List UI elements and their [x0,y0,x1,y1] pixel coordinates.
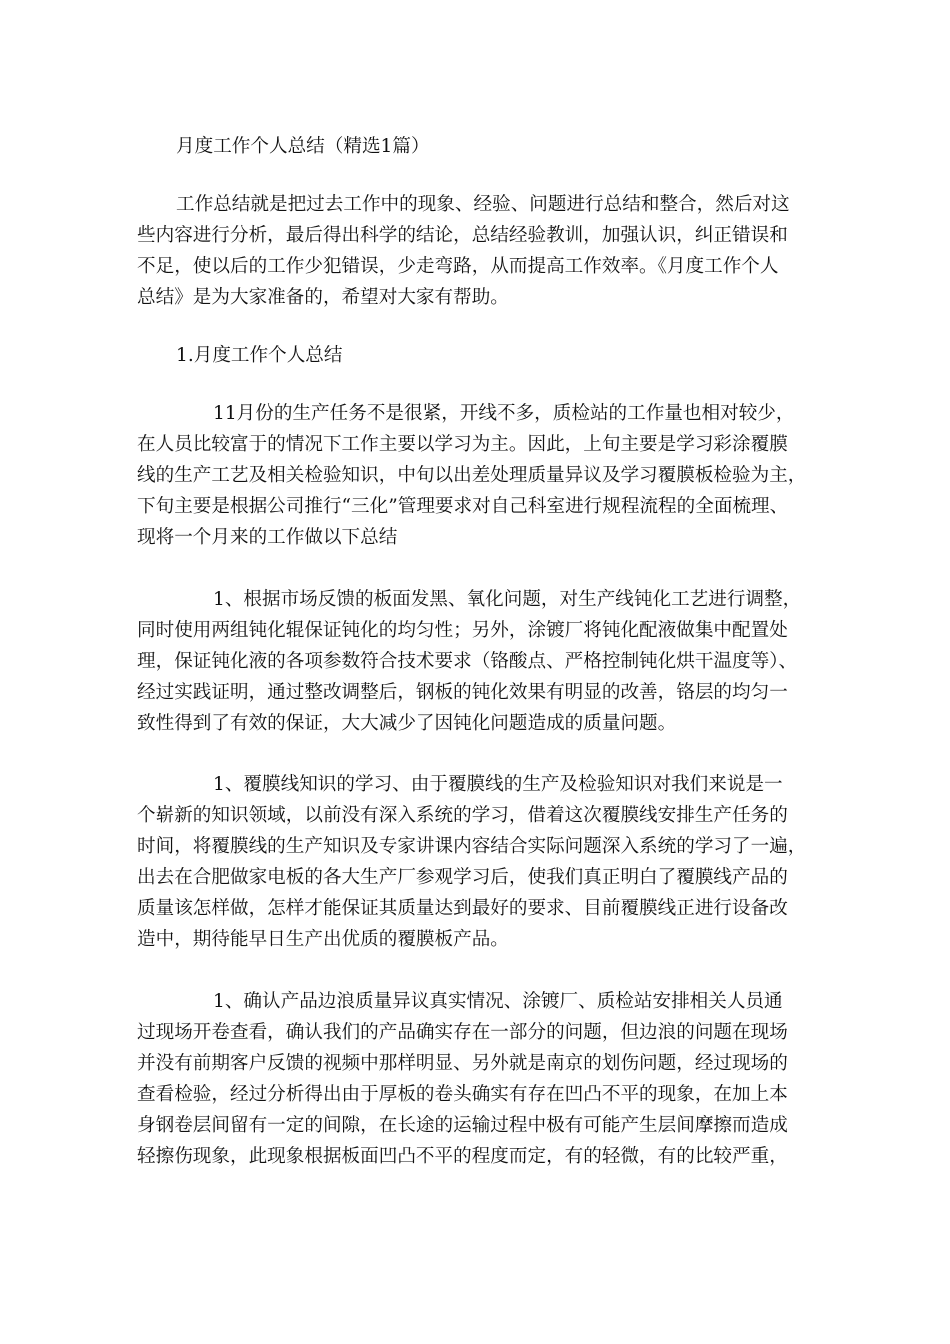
text-line: 并没有前期客户反馈的视频中那样明显、另外就是南京的划伤问题，经过现场的 [137,1053,788,1074]
text-line: 查看检验，经过分析得出由于厚板的卷头确实有存在凹凸不平的现象，在加上本 [137,1084,788,1105]
text-line: 线的生产工艺及相关检验知识，中旬以出差处理质量异议及学习覆膜板检验为主， [137,465,807,486]
text-line: 1、覆膜线知识的学习、由于覆膜线的生产及检验知识对我们来说是一 [213,774,783,795]
document-title: 月度工作个人总结（精选1篇） [176,136,430,157]
section-heading: 1.月度工作个人总结 [176,345,343,366]
text-line: 些内容进行分析，最后得出科学的结论，总结经验教训，加强认识，纠正错误和 [137,225,788,246]
text-line: 现将一个月来的工作做以下总结 [137,527,398,548]
text-line: 1、确认产品边浪质量异议真实情况、涂镀厂、质检站安排相关人员通 [213,991,783,1012]
text-line: 质量该怎样做，怎样才能保证其质量达到最好的要求、目前覆膜线正进行设备改 [137,898,788,919]
text-line: 不足，使以后的工作少犯错误，少走弯路，从而提高工作效率。《月度工作个人 [137,256,779,277]
text-line: 在人员比较富于的情况下工作主要以学习为主。因此，上旬主要是学习彩涂覆膜 [137,434,788,455]
text-line: 总结》是为大家准备的，希望对大家有帮助。 [137,287,509,308]
text-line: 时间，将覆膜线的生产知识及专家讲课内容结合实际问题深入系统的学习了一遍， [137,836,807,857]
text-line: 致性得到了有效的保证，大大减少了因钝化问题造成的质量问题。 [137,713,677,734]
text-line: 1、根据市场反馈的板面发黑、氧化问题，对生产线钝化工艺进行调整， [213,589,802,610]
text-line: 理，保证钝化液的各项参数符合技术要求（铬酸点、严格控制钝化烘干温度等）、 [137,651,798,672]
text-line: 身钢卷层间留有一定的间隙，在长途的运输过程中极有可能产生层间摩擦而造成 [137,1115,788,1136]
text-line: 下旬主要是根据公司推行“三化”管理要求对自己科室进行规程流程的全面梳理、 [137,496,789,517]
text-line: 个崭新的知识领域，以前没有深入系统的学习，借着这次覆膜线安排生产任务的 [137,805,788,826]
text-line: 11月份的生产任务不是很紧，开线不多，质检站的工作量也相对较少， [213,403,795,424]
text-line: 同时使用两组钝化辊保证钝化的均匀性；另外，涂镀厂将钝化配液做集中配置处 [137,620,788,641]
text-line: 轻擦伤现象，此现象根据板面凹凸不平的程度而定，有的轻微，有的比较严重， [137,1146,788,1167]
text-line: 造中，期待能早日生产出优质的覆膜板产品。 [137,929,509,950]
text-line: 过现场开卷查看，确认我们的产品确实存在一部分的问题，但边浪的问题在现场 [137,1022,788,1043]
text-line: 出去在合肥做家电板的各大生产厂参观学习后，使我们真正明白了覆膜线产品的 [137,867,788,888]
text-line: 经过实践证明，通过整改调整后，钢板的钝化效果有明显的改善，铬层的均匀一 [137,682,788,703]
text-line: 工作总结就是把过去工作中的现象、经验、问题进行总结和整合，然后对这 [176,194,790,215]
